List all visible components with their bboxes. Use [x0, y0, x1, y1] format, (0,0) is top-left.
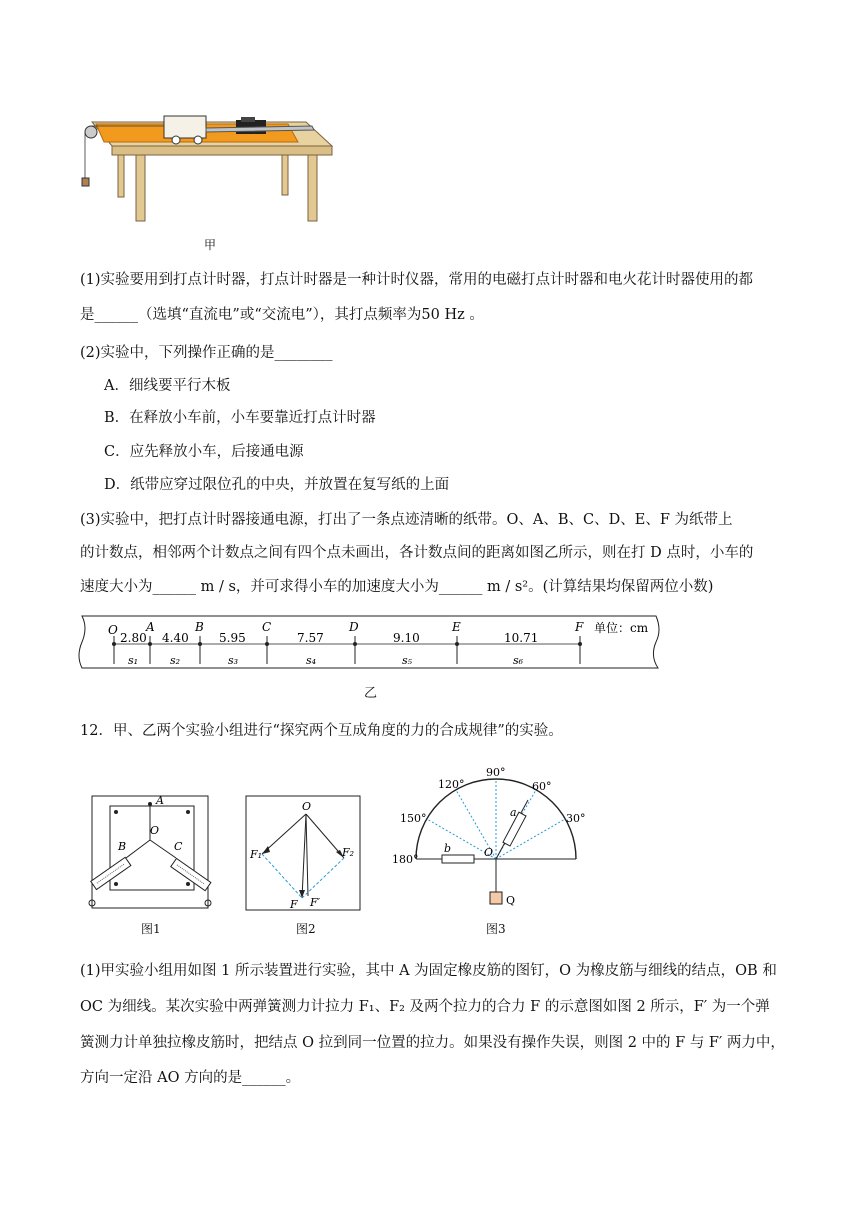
fig3-label-a: a: [510, 806, 517, 819]
fig3-angle-30: 30°: [566, 812, 586, 825]
fig1-label-c: C: [174, 840, 183, 853]
fig3-angle-120: 120°: [438, 778, 465, 791]
tape-unit: 单位：cm: [594, 621, 649, 635]
q3-line1: (3)实验中，把打点计时器接通电源，打出了一条点迹清晰的纸带。O、A、B、C、D、E、F 为纸带上: [80, 512, 733, 528]
tape-caption: 乙: [364, 686, 378, 701]
figure-2-caption: 图2: [296, 922, 316, 936]
fig3-angle-90: 90°: [486, 766, 506, 779]
q2-stem: (2)实验中，下列操作正确的是________: [80, 345, 333, 361]
tape-segment-2: s₂: [170, 654, 181, 667]
q12-1-line2: OC 为细线。某次实验中两弹簧测力计拉力 F₁、F₂ 及两个拉力的合力 F 的示意图如图 2 所示，F′ 为一个弹: [80, 999, 770, 1015]
figure-jia: [76, 108, 338, 226]
fig1-label-a: A: [156, 794, 164, 807]
fig2-label-f: F: [290, 898, 298, 911]
svg-text:E: E: [452, 620, 461, 634]
svg-text:F: F: [575, 620, 584, 634]
figure-1: [86, 792, 214, 914]
tape-segment-4: s₄: [306, 654, 317, 667]
q12-1-line4: 方向一定沿 AO 方向的是______。: [80, 1070, 301, 1086]
figure-3: [386, 764, 596, 914]
q2-option-c: C．应先释放小车，后接通电源: [104, 444, 304, 460]
q12-text: 12．甲、乙两个实验小组进行“探究两个互成角度的力的合成规律”的实验。: [80, 723, 563, 739]
fig2-label-o: O: [302, 800, 312, 813]
tape-distance-1: 2.80: [120, 631, 147, 645]
figure-jia-caption: 甲: [204, 238, 217, 252]
fig1-label-o: O: [150, 824, 160, 837]
tape-distance-6: 10.71: [504, 631, 539, 645]
tape-distance-5: 9.10: [393, 631, 420, 645]
fig3-angle-150: 150°: [400, 812, 427, 825]
tape-segment-1: s₁: [128, 654, 139, 667]
fig2-label-fprime: F′: [310, 896, 321, 909]
fig3-angle-60: 60°: [532, 780, 552, 793]
tape-segment-3: s₃: [228, 654, 239, 667]
fig3-label-o: O: [484, 846, 494, 859]
q2-option-d: D．纸带应穿过限位孔的中央，并放置在复写纸的上面: [104, 477, 450, 493]
q3-line3: 速度大小为______ m / s，并可求得小车的加速度大小为______ m / s²。(计算结果均保留两位小数): [80, 579, 714, 595]
tape-distance-4: 7.57: [297, 631, 324, 645]
q1-line2: 是______（选填“直流电”或“交流电”），其打点频率为50 Hz 。: [80, 307, 484, 323]
paper-tape-figure: [76, 612, 666, 672]
svg-text:O: O: [108, 623, 118, 637]
tape-segment-6: s₆: [513, 654, 524, 667]
q2-option-b: B．在释放小车前，小车要靠近打点计时器: [104, 410, 376, 426]
figure-2: [244, 794, 362, 914]
q3-line2: 的计数点，相邻两个计数点之间有四个点未画出，各计数点间的距离如图乙所示，则在打 D 点时，小车的: [80, 545, 754, 561]
tape-distance-2: 4.40: [162, 631, 189, 645]
fig2-label-f2: F₂: [342, 846, 355, 859]
figure-1-caption: 图1: [141, 922, 161, 936]
tape-distance-3: 5.95: [219, 631, 246, 645]
fig1-label-b: B: [118, 840, 127, 853]
fig3-angle-180: 180°: [392, 853, 419, 866]
svg-text:B: B: [195, 620, 204, 634]
fig3-label-b: b: [444, 842, 452, 855]
fig2-label-f1: F₁: [250, 848, 263, 861]
tape-segment-5: s₅: [402, 654, 413, 667]
svg-text:C: C: [262, 620, 272, 634]
svg-text:D: D: [349, 620, 359, 634]
fig3-label-q: Q: [506, 894, 516, 907]
figure-3-caption: 图3: [486, 922, 506, 936]
q2-option-a: A．细线要平行木板: [104, 378, 231, 394]
q12-1-line1: (1)甲实验小组用如图 1 所示装置进行实验，其中 A 为固定橡皮筋的图钉，O 为橡皮筋与细线的结点，OB 和: [80, 963, 777, 979]
q1-line1: (1)实验要用到打点计时器，打点计时器是一种计时仪器，常用的电磁打点计时器和电火花计时器使用的都: [80, 272, 754, 288]
q12-1-line3: 簧测力计单独拉橡皮筋时，把结点 O 拉到同一位置的拉力。如果没有操作失误，则图 2 中的 F 与 F′ 两力中，: [80, 1035, 785, 1051]
cart-table-illustration: [76, 108, 338, 226]
svg-text:A: A: [146, 620, 155, 634]
